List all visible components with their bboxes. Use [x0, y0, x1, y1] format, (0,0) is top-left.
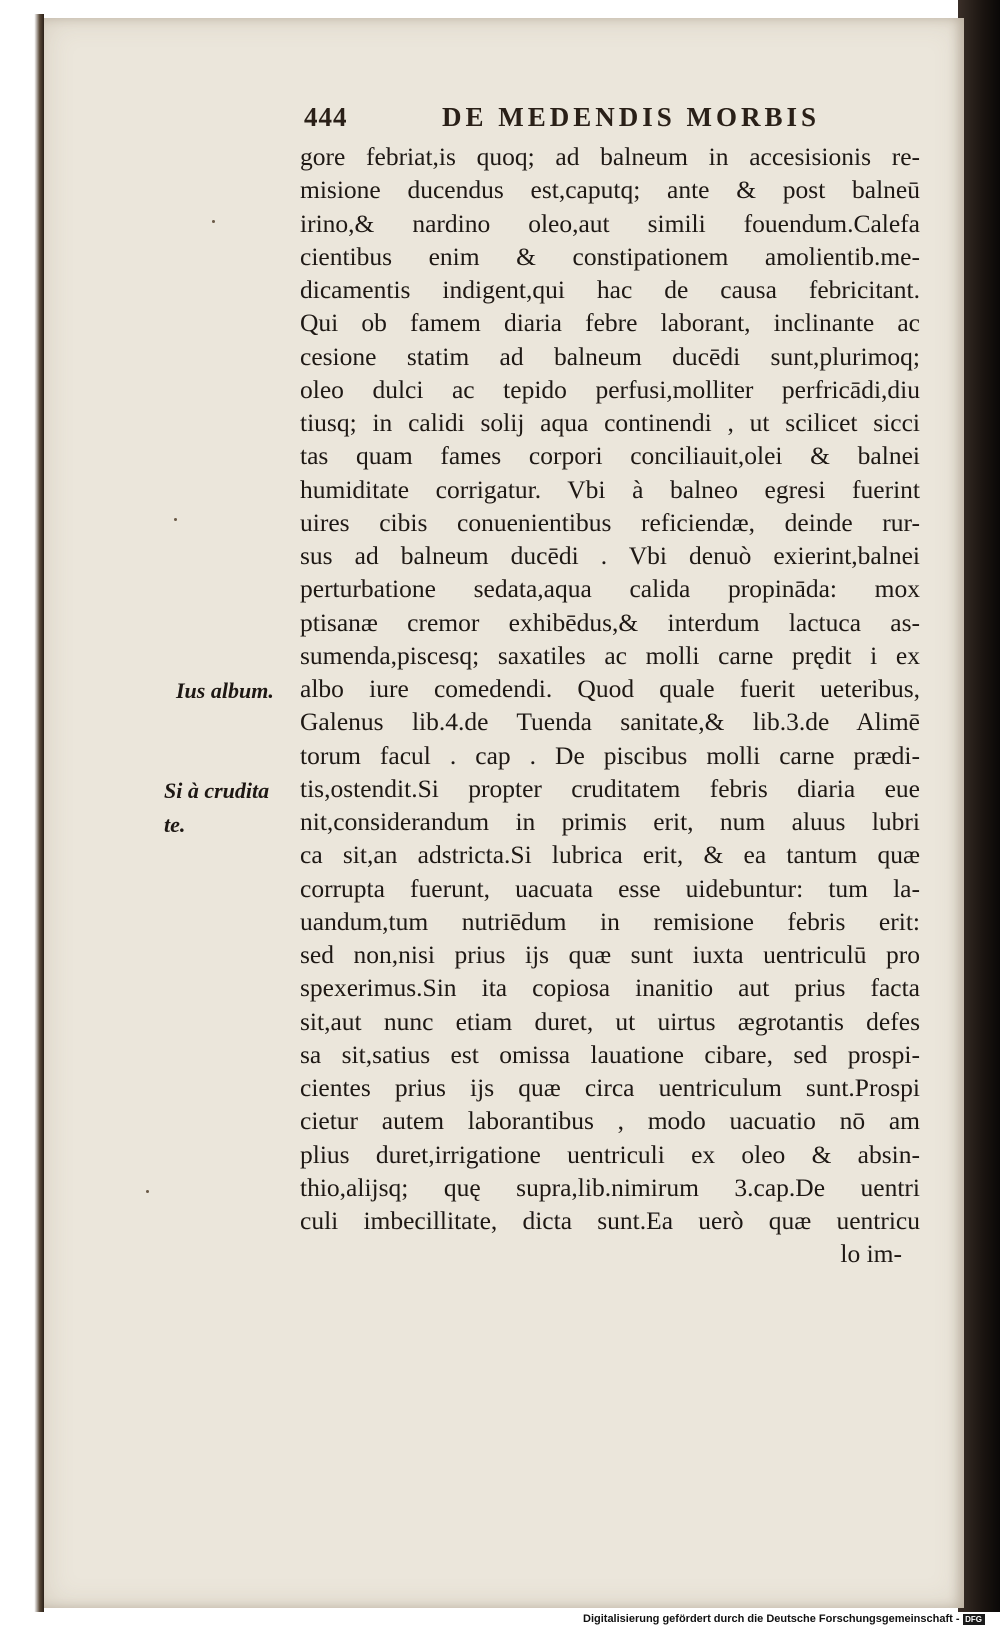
text-line: gore febriat,is quoq; ad balneum in accesisionis re- — [300, 142, 920, 171]
text-line: corrupta fuerunt, uacuata esse uidebuntur: tum la- — [300, 873, 920, 903]
text-line: ca sit,an adstricta.Si lubrica erit, & ea tantum quæ — [300, 840, 920, 870]
scan-left-margin — [0, 14, 44, 1612]
text-line: Galenus lib.4.de Tuenda sanitate,& lib.3.de Alimē — [300, 707, 920, 737]
text-line: culi imbecillitate, dicta sunt.Ea uerò quæ uentricu — [300, 1206, 920, 1235]
digitization-credit — [583, 1611, 985, 1627]
credit-text: Digitalisierung gefördert durch die Deutsche Forschungsgemeinschaft - — [583, 1613, 960, 1625]
text-line: misione ducendus est,caputq; ante & post balneū — [300, 175, 920, 205]
text-line: tis,ostendit.Si propter cruditatem febris diaria eue — [300, 773, 920, 803]
text-line: sit,aut nunc etiam duret, ut uirtus ægrotantis defes — [300, 1006, 920, 1036]
text-line: sus ad balneum ducēdi . Vbi denuò exierint,balnei — [300, 541, 920, 570]
text-line: thio,alijsq; quę supra,lib.nimirum 3.cap.De uentri — [300, 1172, 920, 1202]
text-line: uires cibis conuenientibus reficiendæ, deinde rur- — [300, 507, 920, 537]
text-line: oleo dulci ac tepido perfusi,molliter perfricādi,diu — [300, 374, 920, 404]
text-line: sumenda,piscesq; saxatiles ac molli carne prędit i ex — [300, 640, 920, 670]
header-title: DE MEDENDIS MORBIS — [442, 102, 821, 132]
text-line: plius duret,irrigatione uentriculi ex oleo & absin- — [300, 1139, 920, 1169]
margin-note-si-a-cruditate: Si à crudita — [164, 778, 270, 803]
text-line: cientibus enim & constipationem amolientib.me- — [300, 241, 920, 271]
text-line: ptisanæ cremor exhibēdus,& interdum lactuca as- — [300, 607, 920, 637]
text-line: albo iure comedendi. Quod quale fuerit ueteribus, — [300, 674, 920, 703]
text-line: nit,considerandum in primis erit, num aluus lubri — [300, 807, 920, 836]
text-line: cietur autem laborantibus , modo uacuatio nō am — [300, 1106, 920, 1136]
text-line: lo im- — [840, 1239, 902, 1269]
text-line: humiditate corrigatur. Vbi à balneo egresi fuerint — [300, 474, 920, 504]
text-line: irino,& nardino oleo,aut simili fouendum.Calefa — [300, 208, 920, 238]
text-line: torum facul . cap . De piscibus molli carne prædi- — [300, 740, 920, 770]
book-edge — [958, 0, 1000, 1612]
margin-note-ius-album: Ius album. — [176, 678, 274, 703]
paper-speck — [146, 1190, 149, 1193]
text-line: sa sit,satius est omissa lauatione cibare, sed prospi- — [300, 1039, 920, 1069]
margin-note-si-a-cruditate-cont: te. — [164, 812, 186, 837]
dfg-logo-icon: DFG — [963, 1614, 985, 1625]
paper-speck — [212, 220, 215, 223]
running-head — [304, 102, 854, 142]
text-line: uandum,tum nutriēdum in remisione febris erit: — [300, 906, 920, 936]
text-line: tiusq; in calidi solij aqua continendi , ut scilicet sicci — [300, 408, 920, 437]
paper-speck — [174, 518, 177, 521]
text-line: spexerimus.Sin ita copiosa inanitio aut prius facta — [300, 973, 920, 1003]
text-line: Qui ob famem diaria febre laborant, inclinante ac — [300, 308, 920, 338]
body-text — [300, 140, 920, 1271]
page-number: 444 — [304, 102, 348, 132]
text-line: cientes prius ijs quæ circa uentriculum sunt.Prospi — [300, 1073, 920, 1102]
text-line: dicamentis indigent,qui hac de causa febricitant. — [300, 275, 920, 304]
text-line: cesione statim ad balneum ducēdi sunt,plurimoq; — [300, 341, 920, 371]
text-line: perturbatione sedata,aqua calida propināda: mox — [300, 574, 920, 604]
text-line: sed non,nisi prius ijs quæ sunt iuxta uentriculū pro — [300, 940, 920, 969]
text-line: tas quam fames corpori conciliauit,olei & balnei — [300, 441, 920, 471]
